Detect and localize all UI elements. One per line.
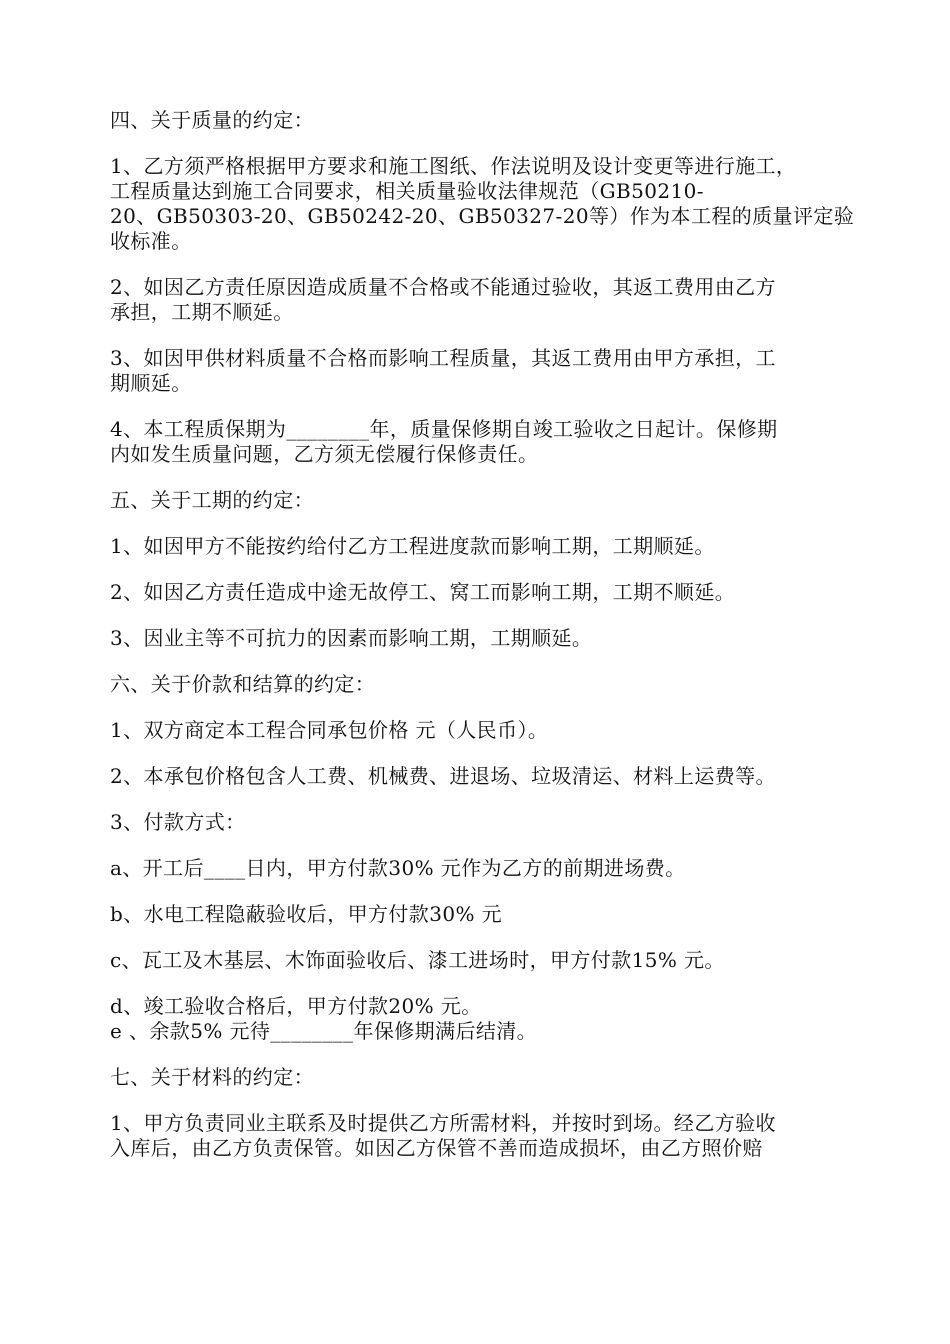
payment-item-c [110,948,840,973]
schedule-clause-1 [110,534,840,559]
payment-item-a [110,856,840,881]
section-heading-quality [110,108,840,133]
text-line: 20、GB50303-20、GB50242-20、GB50327-20等）作为本工程的质量评定验 [110,204,855,228]
text-line: 2、如因乙方责任原因造成质量不合格或不能通过验收，其返工费用由乙方 [110,275,776,299]
quality-clause-3 [110,346,840,396]
text-line: 4、本工程质保期为________年，质量保修期自竣工验收之日起计。保修期 [110,417,778,441]
text-line: 承担，工期不顺延。 [110,300,294,324]
text-line: 七、关于材料的约定： [110,1065,314,1089]
section-heading-materials [110,1065,840,1090]
text-line: c、瓦工及木基层、木饰面验收后、漆工进场时，甲方付款15% 元。 [110,948,725,972]
payment-item-b [110,902,840,927]
section-heading-price [110,672,840,697]
text-line: 六、关于价款和结算的约定： [110,672,376,696]
price-clause-1 [110,718,840,743]
text-line: 内如发生质量问题，乙方须无偿履行保修责任。 [110,442,539,466]
schedule-clause-2 [110,580,840,605]
quality-clause-2 [110,275,840,325]
text-line: 期顺延。 [110,371,192,395]
quality-clause-1 [110,154,855,254]
text-line: 五、关于工期的约定： [110,488,314,512]
quality-clause-4 [110,417,840,467]
materials-clause-1 [110,1111,840,1161]
text-line: 1、甲方负责同业主联系及时提供乙方所需材料，并按时到场。经乙方验收 [110,1111,776,1135]
section-heading-schedule [110,488,840,513]
text-line: 1、双方商定本工程合同承包价格 元（人民币）。 [110,718,549,742]
text-line: 1、乙方须严格根据甲方要求和施工图纸、作法说明及设计变更等进行施工， [110,154,797,178]
text-line: 收标准。 [110,229,192,253]
text-line: b、水电工程隐蔽验收后，甲方付款30% 元 [110,902,503,926]
text-line: a、开工后____日内，甲方付款30% 元作为乙方的前期进场费。 [110,856,686,880]
price-clause-3 [110,810,840,835]
payment-item-d-e [110,994,840,1044]
text-line: 3、如因甲供材料质量不合格而影响工程质量，其返工费用由甲方承担，工 [110,346,776,370]
text-line: 入库后，由乙方负责保管。如因乙方保管不善而造成损坏，由乙方照价赔 [110,1136,763,1160]
document-body [110,108,855,1161]
text-line: 2、本承包价格包含人工费、机械费、进退场、垃圾清运、材料上运费等。 [110,764,776,788]
schedule-clause-3 [110,626,840,651]
text-line: 3、因业主等不可抗力的因素而影响工期，工期顺延。 [110,626,593,650]
text-line: 四、关于质量的约定： [110,108,314,132]
text-line: 3、付款方式： [110,810,246,834]
price-clause-2 [110,764,840,789]
text-line: 1、如因甲方不能按约给付乙方工程进度款而影响工期，工期顺延。 [110,534,715,558]
text-line: e 、余款5% 元待________年保修期满后结清。 [110,1019,538,1043]
text-line: d、竣工验收合格后，甲方付款20% 元。 [110,994,482,1018]
text-line: 2、如因乙方责任造成中途无故停工、窝工而影响工期，工期不顺延。 [110,580,736,604]
text-line: 工程质量达到施工合同要求，相关质量验收法律规范（GB50210- [110,179,704,203]
